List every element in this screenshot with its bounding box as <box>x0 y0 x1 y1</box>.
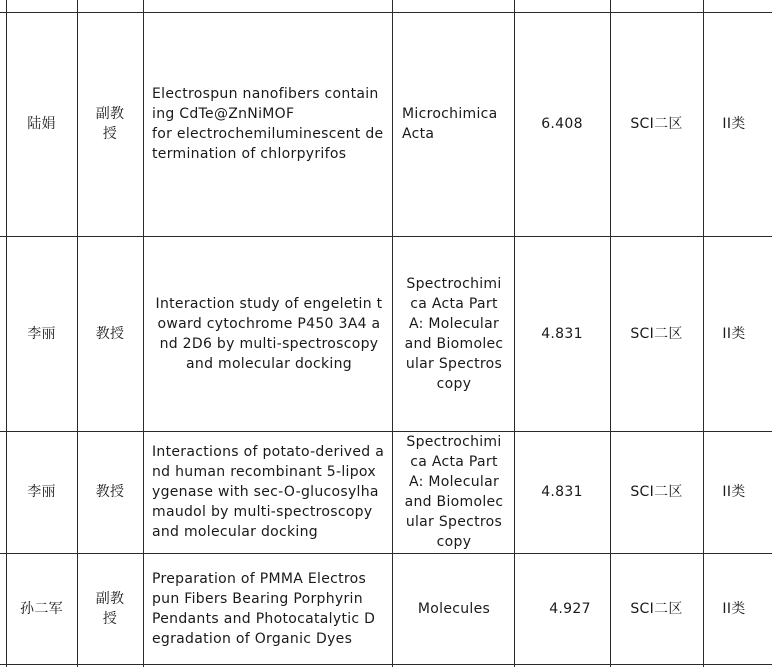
table-row <box>703 431 765 553</box>
paper-title: Interactions of potato-derived a nd human recombinant 5-lipox ygenase with sec-O-glucosylha maudol by multi-spectroscopy and molecular docking <box>152 444 385 540</box>
author-title: 教授 <box>95 484 125 500</box>
table-row <box>394 236 514 431</box>
author-name: 李丽 <box>27 325 56 342</box>
impact-factor: 4.831 <box>541 484 583 500</box>
table-row <box>6 431 77 553</box>
table-row <box>610 431 703 553</box>
table-row <box>703 236 765 431</box>
impact-factor: 6.408 <box>541 116 583 132</box>
category: II类 <box>722 325 746 342</box>
table-row <box>152 553 392 664</box>
table-row <box>394 431 514 553</box>
column-divider <box>143 0 144 667</box>
author-name: 孙二军 <box>20 600 63 617</box>
author-title: 副教 授 <box>95 590 125 627</box>
table-row <box>77 12 143 236</box>
table-row <box>152 12 392 236</box>
table-row <box>703 12 765 236</box>
sci-zone: SCI二区 <box>630 484 683 500</box>
sci-zone: SCI二区 <box>630 325 683 342</box>
table-row <box>514 431 610 553</box>
table-row <box>146 236 392 431</box>
table-row <box>610 553 703 664</box>
paper-title: Electrospun nanofibers contain ing CdTe@ZnNiMOF for electrochemiluminescent de termination of chlorpyrifos <box>152 86 384 162</box>
category: II类 <box>722 600 746 617</box>
table-row <box>514 236 610 431</box>
author-title: 教授 <box>95 325 125 342</box>
journal-name: Spectrochimi ca Acta Part A: Molecular and Biomolec ular Spectros copy <box>404 275 504 392</box>
table-row <box>514 12 610 236</box>
table-row <box>703 553 765 664</box>
table-row <box>6 12 77 236</box>
table-row <box>77 236 143 431</box>
table-row <box>6 553 77 664</box>
sci-zone: SCI二区 <box>630 600 683 617</box>
impact-factor: 4.831 <box>541 325 583 342</box>
table-row <box>394 553 514 664</box>
table-row <box>610 236 703 431</box>
journal-name: Microchimica Acta <box>402 106 498 142</box>
row-divider <box>0 664 772 665</box>
column-divider <box>392 0 393 667</box>
category: II类 <box>722 116 746 132</box>
table-row <box>6 236 77 431</box>
journal-name: Molecules <box>417 600 491 617</box>
table-row <box>77 553 143 664</box>
journal-name: Spectrochimi ca Acta Part A: Molecular and Biomolec ular Spectros copy <box>404 434 504 550</box>
paper-title: Interaction study of engeletin t oward cytochrome P450 3A4 a nd 2D6 by multi-spectroscopy and molecular docking <box>155 295 383 372</box>
paper-title: Preparation of PMMA Electros pun Fibers Bearing Porphyrin Pendants and Photocatalytic D egradation of Organic Dyes <box>152 570 376 647</box>
sci-zone: SCI二区 <box>630 116 683 132</box>
table-row <box>610 12 703 236</box>
table-row <box>77 431 143 553</box>
table-row <box>152 431 392 553</box>
table-row <box>522 553 618 664</box>
category: II类 <box>722 484 746 500</box>
impact-factor: 4.927 <box>549 600 591 617</box>
table-row <box>402 12 514 236</box>
author-name: 李丽 <box>27 484 56 500</box>
author-title: 副教 授 <box>95 106 125 142</box>
author-name: 陆娟 <box>27 116 56 132</box>
